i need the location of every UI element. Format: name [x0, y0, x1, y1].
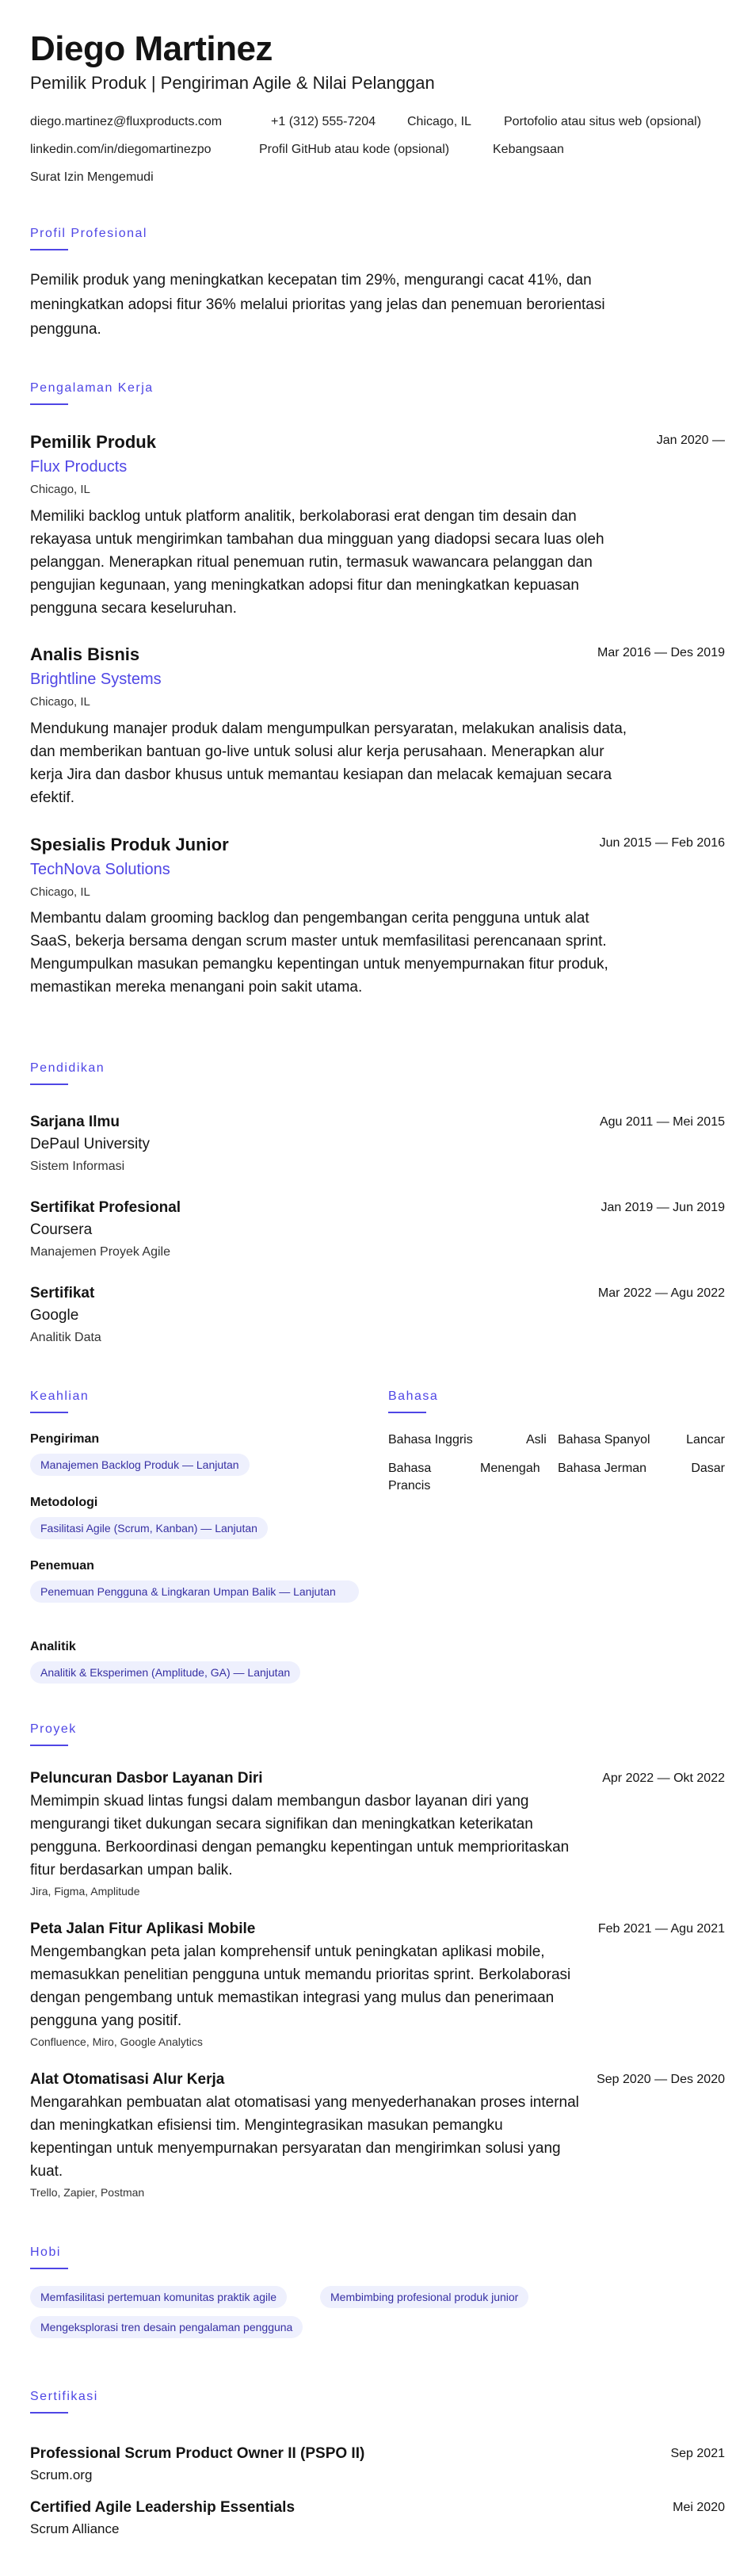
- education-date: Mar 2022 — Agu 2022: [597, 1286, 725, 1300]
- section-rule: [30, 1745, 68, 1746]
- candidate-name: Diego Martinez: [30, 29, 273, 68]
- contact-portfolio[interactable]: Portofolio atau situs web (opsional): [504, 115, 702, 128]
- section-title-hobbies: Hobi: [30, 2245, 61, 2259]
- certification-title: Professional Scrum Product Owner II (PSPO II): [30, 2445, 365, 2462]
- job-title: Analis Bisnis: [30, 644, 140, 664]
- certification-date: Mei 2020: [673, 2501, 725, 2514]
- project-title: Peluncuran Dasbor Layanan Diri: [30, 1770, 263, 1787]
- project-tech: Confluence, Miro, Google Analytics: [30, 2035, 203, 2048]
- skill-category: Pengiriman: [30, 1432, 100, 1446]
- job-location: Chicago, IL: [30, 885, 90, 899]
- contact-drivers-license: Surat Izin Mengemudi: [30, 170, 154, 184]
- skill-pill: Penemuan Pengguna & Lingkaran Umpan Balik — Lanjutan: [30, 1580, 359, 1603]
- language-level: Menengah: [480, 1462, 540, 1475]
- certification-issuer: Scrum.org: [30, 2467, 93, 2482]
- certification-issuer: Scrum Alliance: [30, 2521, 120, 2536]
- candidate-tagline: Pemilik Produk | Pengiriman Agile & Nilai Pelanggan: [30, 73, 435, 93]
- job-title: Spesialis Produk Junior: [30, 835, 229, 854]
- language-level: Dasar: [691, 1462, 725, 1475]
- profile-summary: Pemilik produk yang meningkatkan kecepatan tim 29%, mengurangi cacat 41%, dan meningkatkan adopsi fitur 36% melalui prioritas yang jelas dan penemuan berorientasi pengguna.: [30, 272, 605, 338]
- education-degree: Sertifikat Profesional: [30, 1199, 181, 1216]
- project-date: Sep 2020 — Des 2020: [597, 2073, 725, 2086]
- job-company: Flux Products: [30, 458, 128, 476]
- skill-category: Penemuan: [30, 1559, 94, 1573]
- education-field: Analitik Data: [30, 1331, 101, 1344]
- project-tech: Jira, Figma, Amplitude: [30, 1885, 140, 1898]
- job-date: Jun 2015 — Feb 2016: [599, 836, 725, 850]
- job-location: Chicago, IL: [30, 695, 90, 709]
- project-description: Mengarahkan pembuatan alat otomatisasi yang menyederhanakan proses internal dan meningkatkan efisiensi tim. Mengintegrasikan masukan pemangku kepentingan untuk menyempurnakan persyaratan dan mengirimkan solusi yang kuat.: [30, 2094, 579, 2180]
- project-title: Peta Jalan Fitur Aplikasi Mobile: [30, 1921, 256, 1937]
- contact-github[interactable]: Profil GitHub atau kode (opsional): [259, 143, 450, 156]
- skill-category: Analitik: [30, 1640, 76, 1653]
- language-level: Lancar: [686, 1433, 725, 1447]
- job-description: Mendukung manajer produk dalam mengumpulkan persyaratan, melakukan analisis data, dan memberikan bantuan go-live untuk solusi alur kerja perusahaan. Menerapkan alur kerja Jira dan dasbor khusus untuk memantau kesiapan dan melacak kemajuan secara efektif.: [30, 720, 627, 806]
- section-title-languages: Bahasa: [388, 1389, 439, 1403]
- job-description: Memiliki backlog untuk platform analitik, berkolaborasi erat dengan tim desain dan rekayasa untuk mengirimkan tambahan dua mingguan yang diadopsi secara luas oleh pelanggan. Menerapkan ritual penemuan rutin, termasuk wawancara pelanggan dan pengujian kegunaan, yang meningkatkan adopsi fitur dan meningkatkan kepuasan pengguna secara keseluruhan.: [30, 508, 604, 617]
- job-date: Jan 2020 —: [656, 434, 725, 447]
- section-rule: [30, 249, 68, 250]
- contact-nationality: Kebangsaan: [493, 143, 564, 156]
- project-description: Mengembangkan peta jalan komprehensif untuk peningkatan aplikasi mobile, memasukkan penelitian pengguna untuk memandu prioritas sprint. Berkolaborasi dengan pengembang untuk memastikan integrasi yang mulus dan penerimaan pengguna yang positif.: [30, 1943, 571, 2029]
- certification-date: Sep 2021: [670, 2447, 725, 2460]
- section-title-skills: Keahlian: [30, 1389, 90, 1403]
- section-rule: [30, 2268, 68, 2269]
- section-rule: [388, 1412, 426, 1413]
- skill-pill: Analitik & Eksperimen (Amplitude, GA) — Lanjutan: [30, 1661, 300, 1684]
- education-school: Google: [30, 1307, 79, 1324]
- hobby-pill: Memfasilitasi pertemuan komunitas praktik agile: [30, 2286, 287, 2308]
- education-date: Agu 2011 — Mei 2015: [599, 1115, 725, 1129]
- project-date: Apr 2022 — Okt 2022: [602, 1771, 725, 1785]
- education-school: DePaul University: [30, 1136, 150, 1152]
- section-title-experience: Pengalaman Kerja: [30, 381, 154, 395]
- education-school: Coursera: [30, 1221, 93, 1238]
- section-title-profile: Profil Profesional: [30, 227, 147, 240]
- section-rule: [30, 1084, 68, 1085]
- section-rule: [30, 1412, 68, 1413]
- project-tech: Trello, Zapier, Postman: [30, 2186, 145, 2199]
- skill-pill: Manajemen Backlog Produk — Lanjutan: [30, 1454, 250, 1476]
- education-date: Jan 2019 — Jun 2019: [601, 1201, 725, 1214]
- certification-title: Certified Agile Leadership Essentials: [30, 2499, 296, 2516]
- job-description: Membantu dalam grooming backlog dan pengembangan cerita pengguna untuk alat SaaS, bekerja bersama dengan scrum master untuk memfasilitasi perencanaan sprint. Mengumpulkan masukan pemangku kepentingan untuk menyempurnakan fitur produk, memastikan mereka menangani poin sakit utama.: [30, 910, 608, 996]
- skill-pill: Fasilitasi Agile (Scrum, Kanban) — Lanjutan: [30, 1517, 268, 1539]
- section-title-projects: Proyek: [30, 1722, 77, 1736]
- section-title-certifications: Sertifikasi: [30, 2390, 98, 2403]
- language-name: Bahasa Spanyol: [558, 1433, 650, 1447]
- language-name: Bahasa Inggris: [388, 1433, 473, 1447]
- job-location: Chicago, IL: [30, 483, 90, 496]
- project-date: Feb 2021 — Agu 2021: [597, 1922, 725, 1936]
- education-degree: Sertifikat: [30, 1285, 95, 1301]
- education-degree: Sarjana Ilmu: [30, 1114, 120, 1130]
- job-title: Pemilik Produk: [30, 432, 156, 452]
- contact-linkedin[interactable]: linkedin.com/in/diegomartinezpo: [30, 143, 212, 156]
- job-company: Brightline Systems: [30, 671, 162, 688]
- section-title-education: Pendidikan: [30, 1061, 105, 1075]
- contact-phone[interactable]: +1 (312) 555-7204: [271, 115, 376, 128]
- job-date: Mar 2016 — Des 2019: [597, 646, 725, 659]
- education-field: Manajemen Proyek Agile: [30, 1245, 170, 1259]
- contact-email[interactable]: diego.martinez@fluxproducts.com: [30, 115, 223, 128]
- language-name: Bahasa Jerman: [558, 1462, 647, 1475]
- section-rule: [30, 403, 68, 405]
- hobby-pill: Mengeksplorasi tren desain pengalaman pengguna: [30, 2316, 303, 2338]
- project-description: Memimpin skuad lintas fungsi dalam membangun dasbor layanan diri yang mengurangi tiket dukungan secara signifikan dan meningkatkan keterikatan pengguna. Berkoordinasi dengan pemangku kepentingan untuk memprioritaskan fitur berdasarkan umpan balik.: [30, 1793, 570, 1878]
- language-name: Bahasa Prancis: [388, 1462, 432, 1492]
- hobby-pill: Membimbing profesional produk junior: [320, 2286, 528, 2308]
- project-title: Alat Otomatisasi Alur Kerja: [30, 2071, 225, 2088]
- job-company: TechNova Solutions: [30, 861, 170, 878]
- language-level: Asli: [526, 1433, 547, 1447]
- contact-location: Chicago, IL: [407, 115, 471, 128]
- section-rule: [30, 2412, 68, 2414]
- skill-category: Metodologi: [30, 1496, 98, 1509]
- education-field: Sistem Informasi: [30, 1160, 125, 1173]
